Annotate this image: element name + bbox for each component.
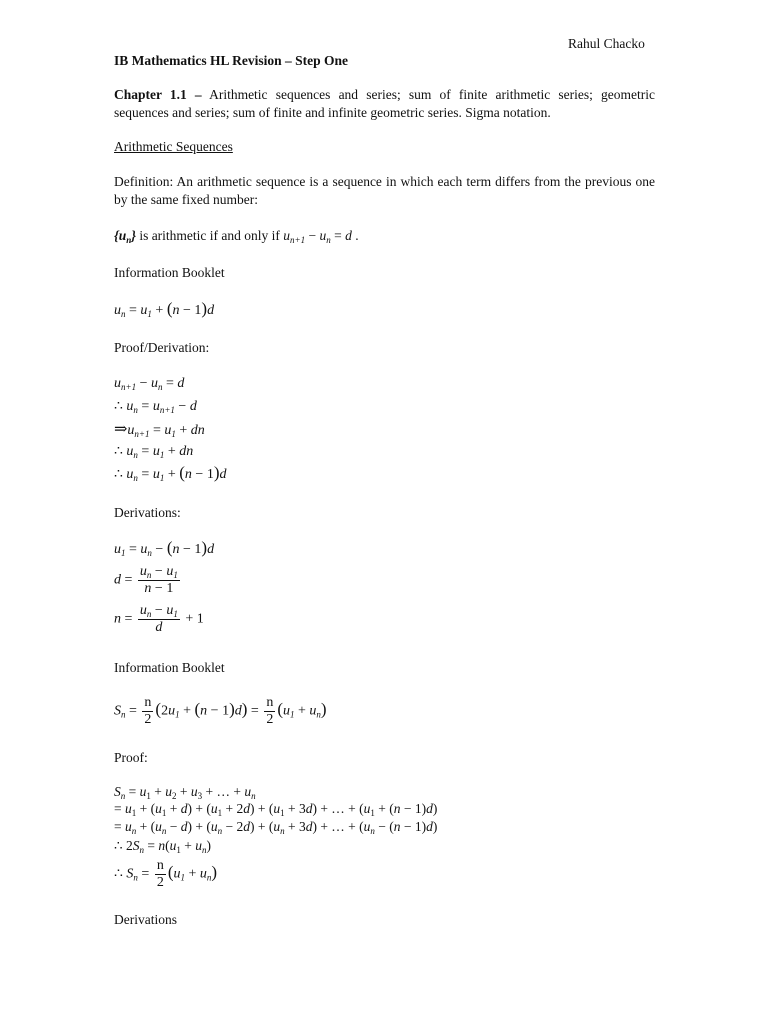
sum-proof-line-5: ∴ $S_n$ = $\frac{n}{2}$ $(u_1 + u_n)$ [114,858,218,890]
condition-equation: $u_{n+1} - u_n = d$ . [283,228,359,245]
derivation-d: d = $\frac{u_n - u_1}{n - 1}$ [114,564,178,596]
document-title: IB Mathematics HL Revision – Step One [114,53,349,68]
author-name: Rahul Chacko [568,36,645,51]
sequence-symbol: $\{u_n\}$ [114,228,136,245]
nth-term-formula: $u_n = u_1 + (n - 1)d$ [114,299,215,319]
proof-step-3: $\Rightarrow u_{n+1} = u_1$ + dn [114,421,205,439]
info-booklet-label-1: Information Booklet [114,265,225,280]
definition-text: Definition: An arithmetic sequence is a sequence in which each term differs from the previous one by the same fixed number: [114,174,655,207]
proof-step-4: ∴ $u_n = u_1$ + dn [114,444,194,460]
chapter-paragraph [114,86,655,122]
derivations-label-1: Derivations: [114,505,181,520]
sum-proof-line-3: = $u_n + (u_n - d) + (u_n - 2d) + (u_n + 3d)$ + … + $(u_n - (n - 1)d)$ [114,819,438,836]
derivations-label-2: Derivations [114,912,177,927]
arithmetic-condition [114,227,359,245]
proof-step-1: $u_{n+1} - u_n = d$ [114,376,185,392]
info-booklet-label-2: Information Booklet [114,660,225,675]
chapter-text: Arithmetic sequences and series; sum of finite arithmetic series; geometric sequences and series; sum of finite and infinite geometric series. Sigma notation. [114,87,655,120]
derivation-n: n = $\frac{u_n - u_1}{d}$ + 1 [114,603,204,635]
sum-formula: $S_n$ = $\frac{n}{2}$ $(2u_1 + (n - 1)d)$ = $\frac{n}{2}$ $(u_1 + u_n)$ [114,695,327,727]
derivation-u1: $u_1 = u_n - (n - 1)d$ [114,538,215,558]
proof-derivation-label: Proof/Derivation: [114,340,210,355]
chapter-label: Chapter 1.1 – [114,87,202,102]
sum-proof-line-4: ∴ $2S_n = n(u_1 + u_n)$ [114,838,211,855]
section-heading: Arithmetic Sequences [114,139,233,154]
proof-label: Proof: [114,750,148,765]
sum-proof-line-1: $S_n = u_1 + u_2 + u_3$ + … + $u_n$ [114,784,256,801]
proof-step-2: ∴ $u_n = u_{n+1} - d$ [114,399,197,415]
proof-step-5: ∴ $u_n = u_1 + (n - 1)d$ [114,463,227,483]
sum-proof-line-2: = $u_1 + (u_1 + d) + (u_1 + 2d) + (u_1 + 3d)$ + … + $(u_1 + (n - 1)d)$ [114,801,438,818]
arithmetic-condition-text: is arithmetic if and only if [135,228,284,243]
